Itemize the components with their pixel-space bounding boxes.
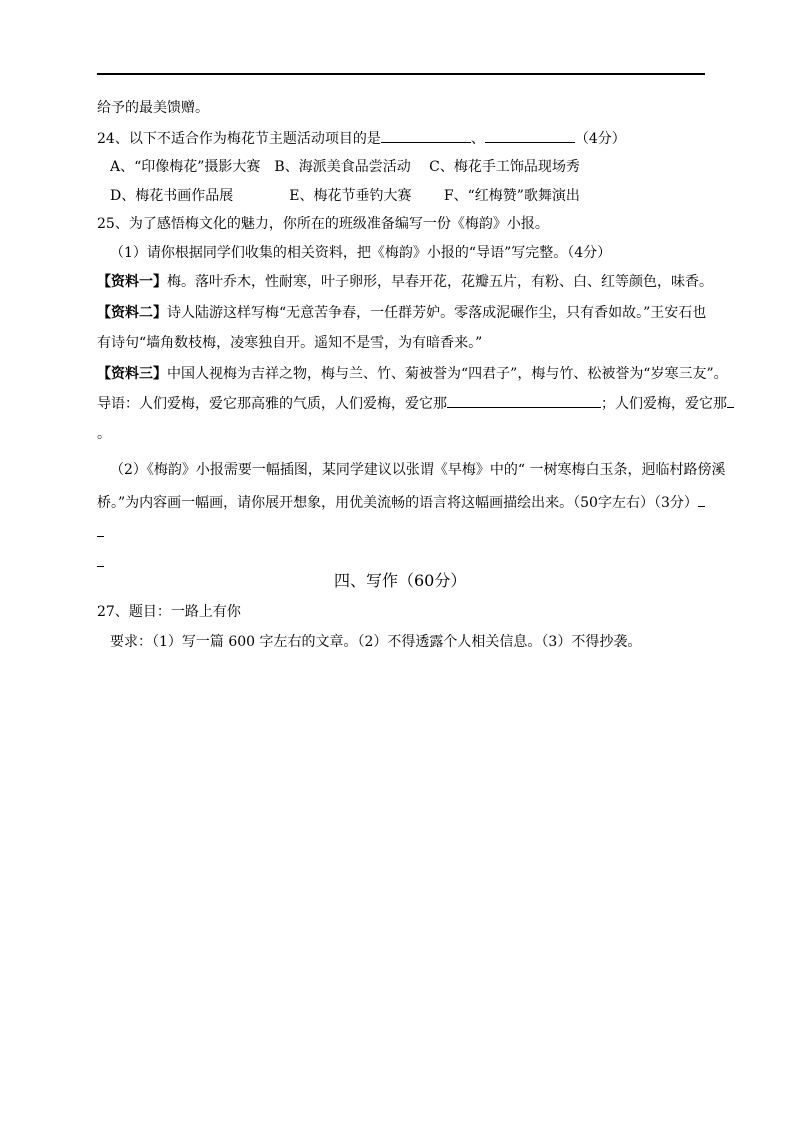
source-label: 【资料二】 (97, 305, 167, 321)
question-25-2-continued (97, 492, 705, 513)
options-text: A、“印像梅花”摄影大赛 B、海派美食品尝活动 C、梅花手工饰品现场秀 (110, 159, 580, 175)
answer-blank[interactable] (485, 128, 575, 143)
score-label: （4分） (574, 131, 626, 147)
question-text: （1）请你根据同学们收集的相关资料，把《梅韵》小报的“导语”写完整。（4分） (110, 245, 612, 261)
question-text: 桥。”为内容画一幅画，请你展开想象，用优美流畅的语言将这幅画描绘出来。（50字左右）（3分） (97, 495, 698, 511)
source-2 (97, 303, 706, 323)
answer-blank[interactable] (381, 128, 471, 143)
question-text: 24、以下不适合作为梅花节主题活动项目的是 (97, 131, 381, 147)
question-text: （2）《梅韵》小报需要一幅插图，某同学建议以张谓《早梅》中的“ 一树寒梅白玉条，迥临村路傍溪 (110, 462, 726, 478)
source-2-continued (97, 333, 482, 353)
guide-text: 导语：人们爱梅，爱它那高雅的气质，人们爱梅，爱它那 (97, 396, 447, 412)
source-label: 【资料一】 (97, 274, 167, 290)
guide-line (97, 393, 734, 414)
separator: 、 (470, 131, 485, 147)
source-3 (97, 364, 728, 384)
question-25-1 (110, 243, 611, 263)
requirements-text: 要求：（1）写一篇 600 字左右的文章。（2）不得透露个人相关信息。（3）不得抄袭。 (110, 634, 642, 650)
options-row (110, 157, 580, 177)
question-27-requirements (110, 632, 641, 652)
text-line (97, 98, 209, 118)
source-text: 诗人陆游这样写梅“无意苦争春，一任群芳妒。零落成泥碾作尘，只有香如故。”王安石也 (167, 305, 707, 321)
answer-blank[interactable] (698, 492, 705, 507)
answer-blank[interactable] (727, 393, 734, 408)
answer-line[interactable] (97, 522, 104, 543)
answer-line[interactable] (97, 552, 104, 573)
source-1 (97, 272, 713, 292)
question-text: 27、题目：一路上有你 (97, 604, 241, 620)
source-text: 有诗句“墙角数枝梅，凌寒独自开。遥知不是雪，为有暗香来。” (97, 335, 483, 351)
source-text: 中国人视梅为吉祥之物，梅与兰、竹、菊被誉为“四君子”，梅与竹、松被誉为“岁寒三友”。 (167, 366, 728, 382)
answer-blank[interactable] (97, 552, 104, 567)
question-24 (97, 128, 626, 149)
answer-blank[interactable] (447, 393, 601, 408)
source-label: 【资料三】 (97, 366, 167, 382)
punctuation: 。 (97, 426, 111, 442)
source-text: 梅。落叶乔木，性耐寒，叶子卵形，早春开花，花瓣五片，有粉、白、红等颜色，味香。 (167, 274, 713, 290)
line-text: 给予的最美馈赠。 (97, 100, 209, 116)
guide-end (97, 424, 111, 444)
question-text: 25、为了感悟梅文化的魅力，你所在的班级准备编写一份《梅韵》小报。 (97, 216, 549, 232)
options-text: D、梅花书画作品展 E、梅花节垂钓大赛 F、“红梅赞”歌舞演出 (110, 188, 580, 204)
header-rule (97, 73, 705, 75)
section-heading (334, 571, 466, 591)
question-25-2 (110, 460, 726, 480)
options-row (110, 186, 580, 206)
question-27 (97, 602, 241, 622)
answer-blank[interactable] (97, 522, 104, 537)
section-title: 四、写作（60分） (334, 571, 467, 590)
question-25 (97, 214, 549, 234)
guide-text: ；人们爱梅，爱它那 (601, 396, 727, 412)
